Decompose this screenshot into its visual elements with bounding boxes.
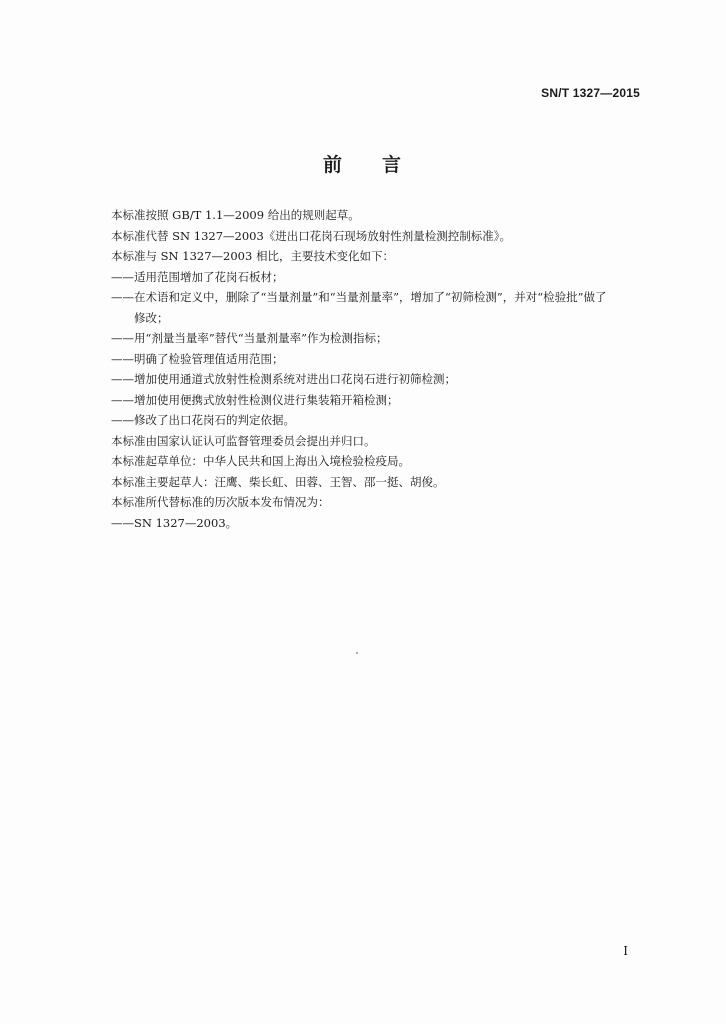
page-title <box>0 150 726 177</box>
list-item: ——明确了检验管理值适用范围； <box>111 351 284 366</box>
list-item-continuation: 修改； <box>134 310 169 325</box>
text-line: 本标准主要起草人：汪鹰、柴长虹、田蓉、王智、邵一挺、胡俊。 <box>111 474 445 489</box>
list-item: ——用“剂量当量率”替代“当量剂量率”作为检测指标； <box>111 331 388 345</box>
scan-speck <box>356 652 358 654</box>
list-item: ——增加使用便携式放射性检测仪进行集装箱开箱检测； <box>111 392 399 407</box>
text-line: 本标准按照 GB/T 1.1—2009 给出的规则起草。 <box>111 208 360 222</box>
foreword-body <box>111 205 651 533</box>
title-char-2: 言 <box>382 154 404 176</box>
list-item: ——增加使用通道式放射性检测系统对进出口花岗石进行初筛检测； <box>111 372 456 386</box>
text-line: 本标准与 SN 1327—2003 相比，主要技术变化如下： <box>111 249 394 263</box>
list-item: ——适用范围增加了花岗石板材； <box>111 269 284 284</box>
title-char-1: 前 <box>322 154 344 176</box>
list-item: ——在术语和定义中，删除了“当量剂量”和“当量剂量率”，增加了“初筛检测”，并对“检验批”做了 <box>111 290 607 304</box>
standard-code: SN/T 1327—2015 <box>541 86 640 100</box>
list-item: ——修改了出口花岗石的判定依据。 <box>111 413 295 427</box>
text-line: 本标准代替 SN 1327—2003《进出口花岗石现场放射性剂量检测控制标准》。 <box>111 228 512 243</box>
text-line: 本标准由国家认证认可监督管理委员会提出并归口。 <box>111 433 376 448</box>
list-item: ——SN 1327—2003。 <box>111 515 238 530</box>
text-line: 本标准所代替标准的历次版本发布情况为： <box>111 495 330 509</box>
page-number: I <box>623 944 628 958</box>
text-line: 本标准起草单位：中华人民共和国上海出入境检验检疫局。 <box>111 454 410 468</box>
